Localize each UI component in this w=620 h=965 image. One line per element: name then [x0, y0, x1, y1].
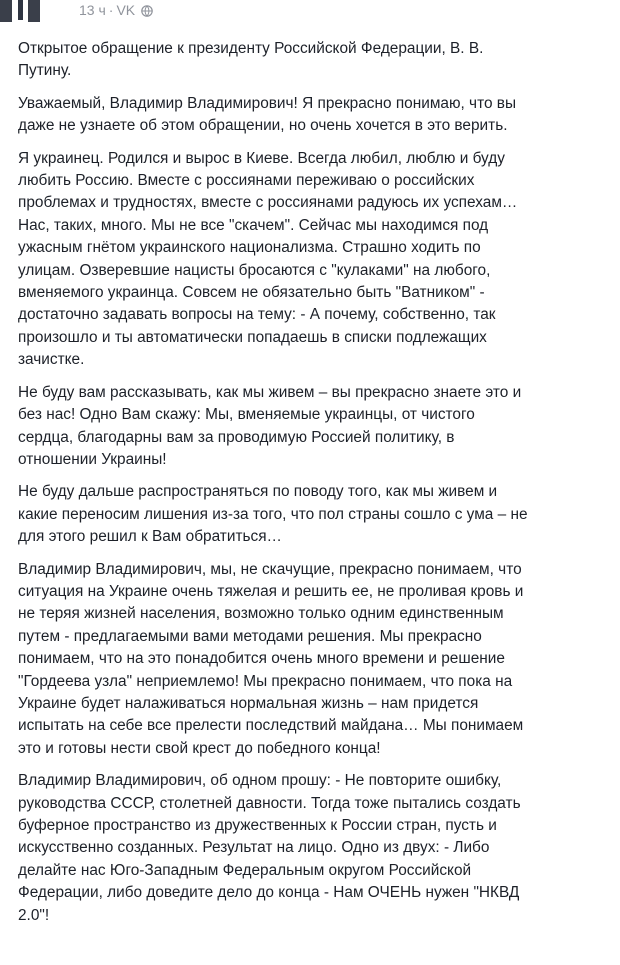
- post-paragraph: Владимир Владимирович, об одном прошу: - Не повторите ошибку, руководства СССР, столетней давности. Тогда тоже пытались создать буферное пространство из дружественных к России стран, пусть и искусственно созданных. Результат на лицо. Одно из двух: - Либо делайте нас Юго-Западным Федеральным округом Российской Федерации, либо доведите дело до конца - Нам ОЧЕНЬ нужен "НКВД 2.0"!: [18, 772, 521, 924]
- meta-separator: ·: [108, 2, 114, 18]
- avatar[interactable]: [0, 0, 40, 22]
- globe-icon[interactable]: [141, 4, 153, 20]
- post-paragraph: Не буду вам рассказывать, как мы живем – вы прекрасно знаете это и без нас! Одно Вам скажу: Мы, вменяемые украинцы, от чистого сердца, благодарны вам за проводимую Россией политику, в отношении Украины!: [18, 383, 522, 468]
- post-paragraph: Открытое обращение к президенту Российской Федерации, В. В. Путину.: [18, 40, 484, 80]
- post-header: [0, 0, 620, 24]
- post-source[interactable]: VK: [116, 2, 136, 18]
- post-body: [18, 38, 618, 937]
- post-paragraph: Уважаемый, Владимир Владимирович! Я прекрасно понимаю, что вы даже не узнаете об этом обращении, но очень хочется в это верить.: [18, 94, 517, 135]
- post-time[interactable]: 13 ч: [79, 2, 106, 18]
- post-paragraph: Не буду дальше распространяться по поводу того, как мы живем и какие переносим лишения из-за того, что пол страны сошло с ума – не для этого решил к Вам обратиться…: [18, 483, 528, 546]
- avatar-tie: [18, 0, 23, 20]
- post-meta: [79, 2, 153, 20]
- post-paragraph: Владимир Владимирович, мы, не скачущие, прекрасно понимаем, что ситуация на Украине очень тяжелая и решить ее, не проливая кровь и не теряя жизней населения, возможно только одним единственным путем - предлагаемыми вами методами решения. Мы прекрасно понимаем, что на это понадобится очень много времени и решение "Гордеева узла" неприемлемо! Мы прекрасно понимаем, что пока на Украине будет налаживаться нормальная жизнь – нам придется испытать на себе все прелести последствий майдана… Мы понимаем это и готовы нести свой крест до победного конца!: [18, 560, 524, 757]
- post-paragraph: Я украинец. Родился и вырос в Киеве. Всегда любил, люблю и буду любить Россию. Вместе с россиянами переживаю о российских проблемах и трудностях, вместе с россиянами радуюсь их успехам… Нас, таких, много. Мы не все "скачем". Сейчас мы находимся под ужасным гнётом украинского национализма. Страшно ходить по улицам. Озверевшие нацисты бросаются с "кулаками" на любого, вменяемого украинца. Совсем не обязательно быть "Ватником" - достаточно задавать вопросы на тему: - А почему, собственно, так произошло и ты автоматически попадаешь в списки подлежащих зачистке.: [18, 149, 518, 369]
